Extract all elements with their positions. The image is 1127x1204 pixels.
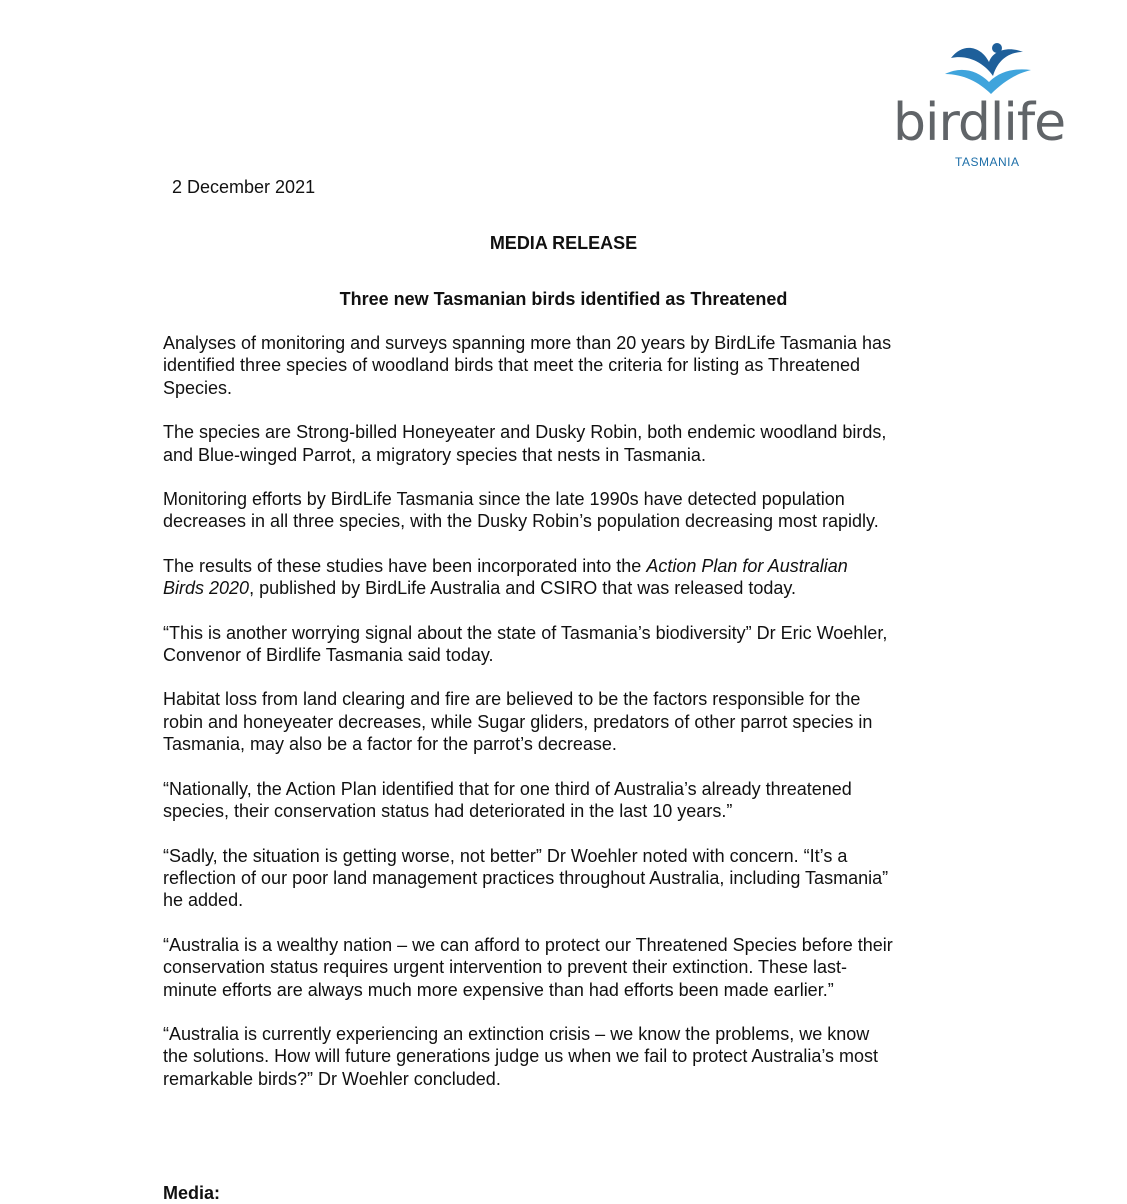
logo-wordmark: birdlife <box>893 93 1066 153</box>
paragraph-4-pre: The results of these studies have been incorporated into the <box>163 555 647 576</box>
paragraph-10: “Australia is currently experiencing an extinction crisis – we know the problems, we know the solutions. How will future generations judge us when we fail to protect Australia’s most remarkable birds?” Dr Woehler concluded. <box>163 1023 879 1089</box>
media-release-heading: MEDIA RELEASE <box>489 233 638 253</box>
paragraph-4 <box>163 555 893 600</box>
paragraph-8: “Sadly, the situation is getting worse, not better” Dr Woehler noted with concern. “It’s a reflection of our poor land management practices throughout Australia, including Tasmania” he added. <box>163 845 889 911</box>
media-contact-heading: Media: <box>163 1183 221 1203</box>
paragraph-4-post: , published by BirdLife Australia and CSIRO that was released today. <box>249 578 797 599</box>
paragraph-9: “Australia is a wealthy nation – we can afford to protect our Threatened Species before their conservation status requires urgent intervention to prevent their extinction. These last-minute efforts are always much more expensive than had efforts been made earlier.” <box>163 934 893 1000</box>
release-date: 2 December 2021 <box>172 177 316 197</box>
paragraph-5: “This is another worrying signal about the state of Tasmania’s biodiversity” Dr Eric Woehler, Convenor of Birdlife Tasmania said today. <box>163 622 888 666</box>
release-body <box>163 332 893 1112</box>
paragraph-3: Monitoring efforts by BirdLife Tasmania since the late 1990s have detected population decreases in all three species, with the Dusky Robin’s population decreasing most rapidly. <box>163 489 879 532</box>
paragraph-7: “Nationally, the Action Plan identified that for one third of Australia’s already threatened species, their conservation status had deteriorated in the last 10 years.” <box>163 778 852 822</box>
bird-wing-wave-icon <box>943 40 1033 96</box>
birdlife-logo <box>893 40 1083 175</box>
action-plan-title: Action Plan for Australian Birds 2020 <box>163 555 848 599</box>
paragraph-6: Habitat loss from land clearing and fire are believed to be the factors responsible for the robin and honeyeater decreases, while Sugar gliders, predators of other parrot species in Tasmania, may also be a factor for the parrot’s decrease. <box>163 689 873 755</box>
paragraph-1: Analyses of monitoring and surveys spanning more than 20 years by BirdLife Tasmania has identified three species of woodland birds that meet the criteria for listing as Threatened Species. <box>163 333 892 398</box>
logo-subtitle: TASMANIA <box>955 155 1020 169</box>
paragraph-2: The species are Strong-billed Honeyeater and Dusky Robin, both endemic woodland birds, and Blue-winged Parrot, a migratory species that nests in Tasmania. <box>163 422 887 465</box>
release-title: Three new Tasmanian birds identified as Threatened <box>339 289 788 309</box>
